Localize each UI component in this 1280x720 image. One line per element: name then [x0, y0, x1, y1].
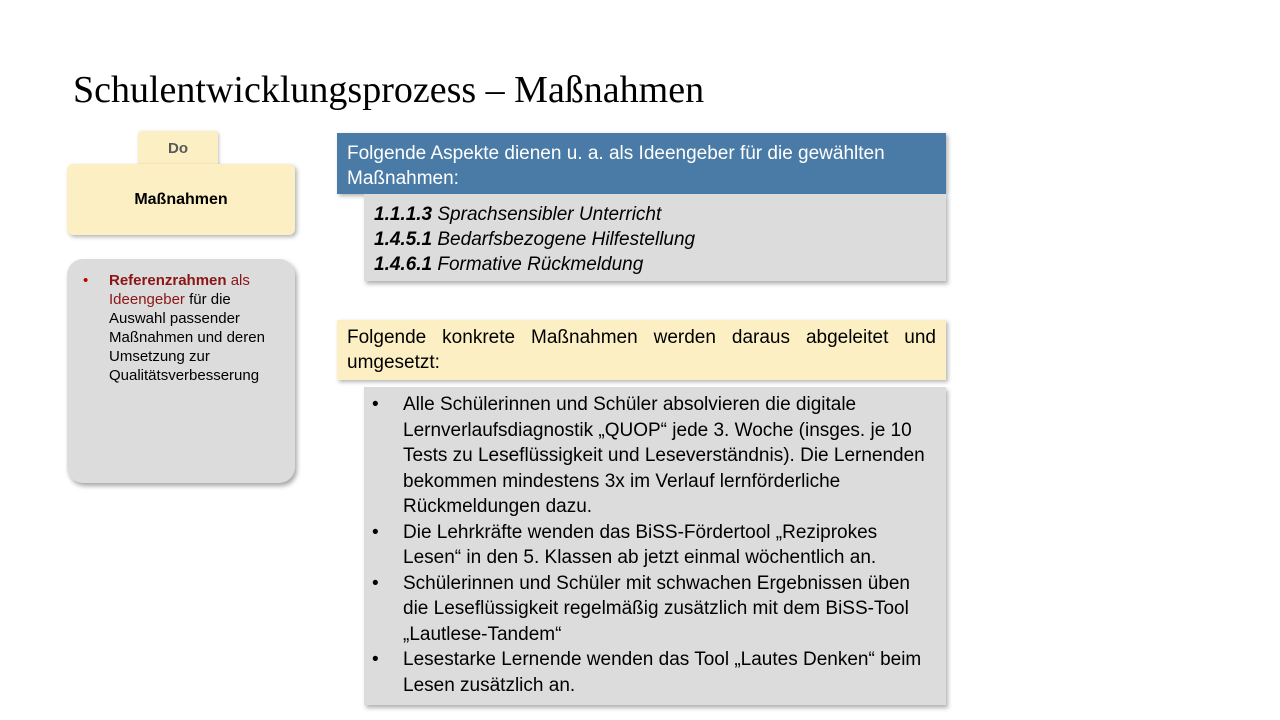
aspect-code: 1.4.5.1	[374, 229, 433, 250]
aspects-list	[364, 194, 946, 281]
aspect-item	[374, 252, 936, 277]
measure-item	[372, 520, 934, 571]
measure-text: Schülerinnen und Schüler mit schwachen Ergebnissen üben die Leseflüssigkeit regelmäßig zusätzlich mit dem BiSS-Tool „Lautlese-Tandem“	[403, 572, 910, 645]
aspect-code: 1.4.6.1	[374, 254, 433, 275]
aspects-header: Folgende Aspekte dienen u. a. als Ideengeber für die gewählten Maßnahmen:	[337, 133, 946, 194]
bullet-icon: •	[372, 521, 379, 543]
note-rest: für die Auswahl passender Maßnahmen und deren Umsetzung zur Qualitätsverbesserung	[109, 291, 265, 384]
aspect-label: Sprachsensibler Unterricht	[432, 204, 662, 225]
aspect-label: Formative Rückmeldung	[432, 254, 644, 275]
measure-item	[372, 392, 934, 520]
measure-text: Lesestarke Lernende wenden das Tool „Lautes Denken“ beim Lesen zusätzlich an.	[403, 649, 922, 696]
note-text	[109, 271, 279, 385]
measures-header: Folgende konkrete Maßnahmen werden daraus abgeleitet und umgesetzt:	[337, 320, 946, 380]
note-highlight-bold: Referenzrahmen	[109, 272, 227, 289]
measures-list	[364, 387, 946, 705]
phase-label: Maßnahmen	[134, 190, 228, 208]
slide-title: Schulentwicklungsprozess – Maßnahmen	[73, 69, 705, 111]
aspect-item	[374, 202, 936, 227]
bullet-icon: •	[83, 272, 89, 289]
bullet-icon: •	[372, 649, 379, 670]
phase-box	[67, 164, 295, 235]
reference-note-box	[67, 259, 295, 483]
aspect-label: Bedarfsbezogene Hilfestellung	[432, 229, 696, 250]
bullet-icon: •	[372, 572, 379, 594]
note-item	[83, 271, 279, 385]
note-highlight: als Ideengeber	[109, 272, 250, 308]
measure-item	[372, 571, 934, 648]
bullet-icon: •	[372, 394, 379, 415]
measure-text: Alle Schülerinnen und Schüler absolvieren die digitale Lernverlaufsdiagnostik „QUOP“ jede 3. Woche (insges. je 10 Tests zu Leseflüssigkeit und Leseverständnis). Die Lernenden bekommen mindestens 3x im Verlauf lernförderliche Rückmeldungen dazu.	[403, 394, 925, 517]
measure-item	[372, 647, 934, 698]
aspect-item	[374, 227, 936, 252]
aspect-code: 1.1.1.3	[374, 204, 433, 225]
phase-tab-do: Do	[138, 131, 218, 169]
measure-text: Die Lehrkräfte wenden das BiSS-Fördertool „Reziprokes Lesen“ in den 5. Klassen ab jetzt einmal wöchentlich an.	[403, 521, 878, 568]
